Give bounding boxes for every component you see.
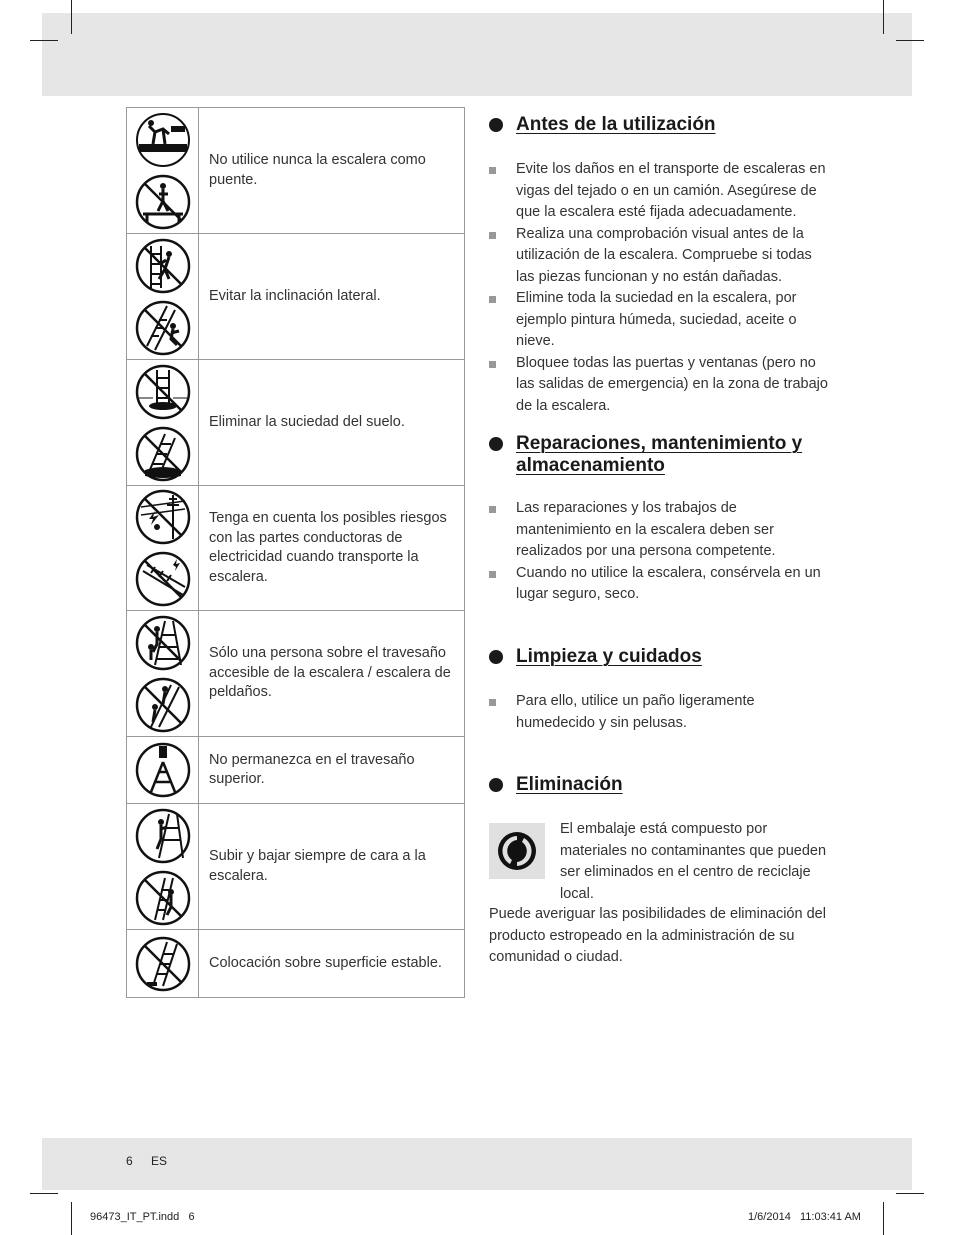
- no-electric-transport-icon: [135, 551, 191, 607]
- section-heading: Limpieza y cuidados: [489, 646, 834, 668]
- row-icons: [127, 930, 199, 997]
- bullet-list: [489, 691, 834, 734]
- header-band: [42, 13, 912, 96]
- green-dot-recycle-icon: [489, 823, 545, 879]
- disposal-text: Puede averiguar las posibilidades de eliminación del producto estropeado en la administración de su comunidad o ciudad.: [489, 906, 826, 965]
- ladder-fall-icon: [135, 300, 191, 356]
- list-item: Elimine toda la suciedad en la escalera, por ejemplo pintura húmeda, suciedad, aceite o nieve.: [489, 288, 834, 353]
- row-text: Sólo una persona sobre el travesaño accesible de la escalera / escalera de peldaños.: [209, 645, 451, 701]
- page-number: 6: [126, 1154, 133, 1168]
- bullet-dot-icon: [489, 437, 503, 451]
- section-heading: Eliminación: [489, 774, 834, 796]
- page-language: ES: [151, 1154, 168, 1168]
- row-icons: [127, 737, 199, 803]
- row-text: Evitar la inclinación lateral.: [209, 287, 381, 304]
- unstable-surface-icon: [135, 936, 191, 992]
- recycle-symbol: [489, 823, 545, 879]
- table-row: [127, 611, 464, 737]
- crop-mark: [30, 1193, 58, 1194]
- section-heading: Antes de la utilización: [489, 114, 834, 136]
- table-row: [127, 234, 464, 360]
- crop-mark: [71, 0, 72, 34]
- list-item: Las reparaciones y los trabajos de mantenimiento en la escalera deben ser realizados por una persona competente.: [489, 498, 834, 563]
- safety-table: [126, 107, 465, 998]
- bullet-dot-icon: [489, 650, 503, 664]
- row-text: Subir y bajar siempre de cara a la escalera.: [209, 848, 426, 884]
- print-timestamp: 1/6/2014 11:03:41 AM: [748, 1211, 861, 1223]
- list-item: Cuando no utilice la escalera, consérvela en un lugar seguro, seco.: [489, 563, 834, 606]
- row-text: No permanezca en el travesaño superior.: [209, 751, 415, 787]
- lean-side-icon: [135, 238, 191, 294]
- row-text: Eliminar la suciedad del suelo.: [209, 413, 405, 430]
- bullet-dot-icon: [489, 778, 503, 792]
- table-row: [127, 360, 464, 486]
- list-item: Bloquee todas las puertas y ventanas (pero no las salidas de emergencia) en la zona de trabajo de la escalera.: [489, 353, 834, 418]
- no-top-step-icon: [135, 742, 191, 798]
- section-limpieza: [489, 646, 834, 734]
- row-icons: [127, 611, 199, 736]
- section-eliminacion: [489, 774, 834, 796]
- row-icons: [127, 804, 199, 929]
- row-icons: [127, 486, 199, 610]
- ladder-bridge-icon: [135, 112, 191, 168]
- no-bridge-walk-icon: [135, 174, 191, 230]
- crop-mark: [71, 1202, 72, 1235]
- crop-mark: [896, 40, 924, 41]
- bullet-dot-icon: [489, 118, 503, 132]
- no-two-persons-ladder-icon: [135, 615, 191, 671]
- crop-mark: [30, 40, 58, 41]
- table-row: [127, 108, 464, 234]
- face-ladder-climb-icon: [135, 808, 191, 864]
- section-heading: Reparaciones, mantenimiento y almacenamiento: [489, 433, 834, 477]
- row-text: Colocación sobre superficie estable.: [209, 954, 442, 971]
- oil-water-floor-icon: [135, 364, 191, 420]
- list-item: Evite los daños en el transporte de escaleras en vigas del tejado o en un camión. Asegúrese de que la escalera esté fijada adecuadamente.: [489, 159, 834, 224]
- list-item: Para ello, utilice un paño ligeramente humedecido y sin pelusas.: [489, 691, 834, 734]
- recycle-text: El embalaje está compuesto por materiales no contaminantes que pueden ser eliminados en el centro de reciclaje local.: [560, 821, 827, 902]
- row-text: No utilice nunca la escalera como puente.: [209, 152, 426, 188]
- bullet-list: [489, 498, 834, 606]
- crop-mark: [883, 1202, 884, 1235]
- crop-mark: [896, 1193, 924, 1194]
- no-two-persons-stepladder-icon: [135, 677, 191, 733]
- file-name: 96473_IT_PT.indd 6: [90, 1211, 195, 1223]
- list-item: Realiza una comprobación visual antes de la utilización de la escalera. Compruebe si todas las piezas funcionan y no están dañadas.: [489, 224, 834, 289]
- section-antes: [489, 114, 834, 417]
- row-text: Tenga en cuenta los posibles riesgos con las partes conductoras de electricidad cuando transporte la escalera.: [209, 510, 447, 585]
- footer-band: [42, 1138, 912, 1190]
- crop-mark: [883, 0, 884, 34]
- row-icons: [127, 360, 199, 485]
- section-reparaciones: [489, 433, 834, 606]
- row-icons: [127, 234, 199, 359]
- table-row: [127, 737, 464, 804]
- table-row: [127, 804, 464, 930]
- electric-lines-icon: [135, 489, 191, 545]
- table-row: [127, 486, 464, 611]
- table-row: [127, 930, 464, 997]
- bullet-list: [489, 159, 834, 417]
- row-icons: [127, 108, 199, 233]
- slip-floor-icon: [135, 426, 191, 482]
- no-back-climb-icon: [135, 870, 191, 926]
